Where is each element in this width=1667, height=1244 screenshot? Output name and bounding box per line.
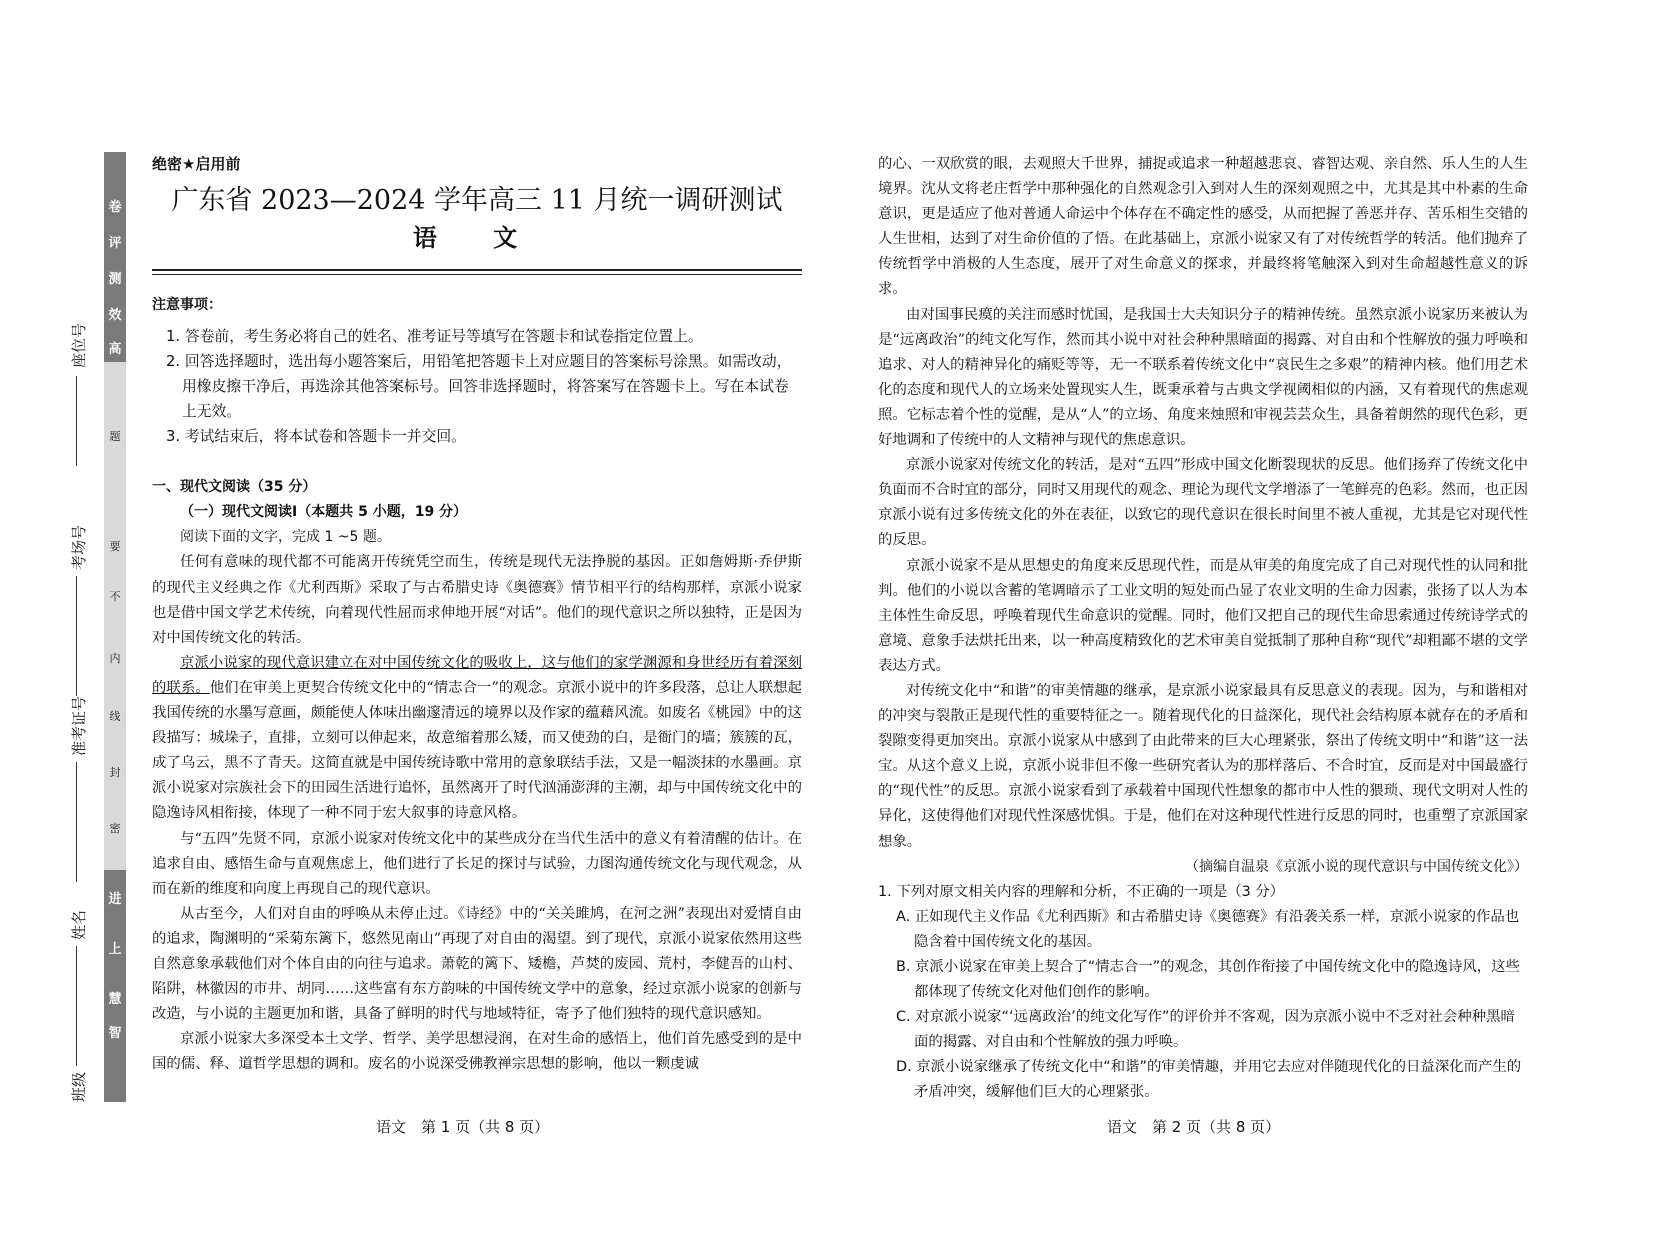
bar-char: 题 bbox=[109, 430, 121, 443]
bar-char: 内 bbox=[109, 652, 121, 665]
bar-char: 效 bbox=[108, 308, 122, 323]
passage-paragraph: 从古至今，人们对自由的呼唤从未停止过。《诗经》中的“关关雎鸠，在河之洲”表现出对爱情自由的追求，陶渊明的“采菊东篱下，悠然见南山”再现了对自由的渴望。到了现代，京派小说家依然用这些自然意象承载他们对个体自由的向往与追求。萧乾的篱下、矮檐，芦焚的废园、荒村，李健吾的山村、陷阱，林徽因的市井、胡同……这些富有东方韵味的中国传统文学中的意象，经过京派小说家的创新与改造，与小说的主题更加和谐，具备了鲜明的时代与地域特征，寄予了他们独特的现代意识感知。 bbox=[152, 905, 802, 1023]
section-heading: 一、现代文阅读（35 分） bbox=[152, 479, 317, 496]
name-line bbox=[76, 946, 77, 1066]
subsection-heading: （一）现代文阅读Ⅰ（本题共 5 小题，19 分） bbox=[180, 504, 468, 521]
passage-paragraph: 的心、一双欣赏的眼，去观照大千世界，捕捉或追求一种超越悲哀、睿智达观、亲自然、乐人生的人生境界。沈从文将老庄哲学中那种强化的自然观念引入到对人生的深刻观照之中，尤其是其中朴素的生命意识，更是适应了他对普通人命运中个体存在不确定性的感受，从而把握了善恶并存、苦乐相生交错的人生世相，达到了对生命价值的了悟。在此基础上，京派小说家又有了对传统哲学的转活。他们抛弃了传统哲学中消极的人生态度，展开了对生命意义的探求，并最终将笔触深入到对生命超越性意义的诉求。 bbox=[878, 156, 1528, 298]
binding-gray-bar bbox=[104, 152, 126, 1102]
exam-title: 广东省 2023—2024 学年高三 11 月统一调研测试 bbox=[171, 185, 783, 217]
passage-paragraph: 任何有意味的现代都不可能离开传统凭空而生，传统是现代无法挣脱的基因。正如詹姆斯·乔伊斯的现代主义经典之作《尤利西斯》采取了与古希腊史诗《奥德赛》情节相平行的结构那样，京派小说家也是借中国文学艺术传统，向着现代性屈而求伸地开展“对话”。他们的现代意识之所以独特，正是因为对中国传统文化的转活。 bbox=[152, 554, 802, 646]
page-footer: 语文 第 1 页（共 8 页） bbox=[376, 1118, 550, 1136]
bar-char: 不 bbox=[109, 590, 121, 603]
passage-paragraph: 与“五四”先贤不同，京派小说家对传统文化中的某些成分在当代生活中的意义有着清醒的估计。在追求自由、感悟生命与直观焦虑上，他们进行了长足的探讨与试验，力图沟通传统文化与现代观念，从而在新的维度和向度上再现自己的现代意识。 bbox=[152, 830, 802, 897]
answer-option: D. 京派小说家继承了传统文化中“和谐”的审美情趣，并用它去应对伴随现代化的日益深化而产生的矛盾冲突，缓解他们巨大的心理紧张。 bbox=[896, 1058, 1522, 1100]
note-item: 3. 考试结束后，将本试卷和答题卡一并交回。 bbox=[166, 428, 466, 446]
admission-number-line bbox=[76, 762, 77, 882]
binding-strip bbox=[60, 152, 126, 1102]
seat-number-label: 座位号 bbox=[70, 322, 88, 368]
bar-char: 慧 bbox=[108, 992, 122, 1007]
passage-paragraph: 京派小说家不是从思想史的角度来反思现代性，而是从审美的角度完成了自己对现代性的认同和批判。他们的小说以含蓄的笔调暗示了工业文明的短处而凸显了农业文明的生命力因素，张扬了以人为本主体性生命反思，呼唤着现代生命意识的觉醒。同时，他们又把自己的现代生命思索通过传统诗学式的意境、意象手法烘托出来，以一种高度精致化的艺术审美自觉抵制了那种自称“现代”却粗鄙不堪的文学表达方式。 bbox=[878, 557, 1528, 674]
underlined-sentence: 京派小说家的现代意识建立在对中国传统文化的吸收上，这与他们的家学渊源和身世经历有着深刻的联系。 bbox=[152, 654, 802, 696]
bar-char: 要 bbox=[109, 540, 121, 553]
bar-char: 高 bbox=[108, 342, 122, 357]
page-footer: 语文 第 2 页（共 8 页） bbox=[1107, 1118, 1281, 1136]
note-item: 2. 回答选择题时，选出每小题答案后，用铅笔把答题卡上对应题目的答案标号涂黑。如需改动，用橡皮擦干净后，再选涂其他答案标号。回答非选择题时，将答案写在答题卡上。写在本试卷上无效。 bbox=[166, 353, 792, 421]
page-2 bbox=[878, 152, 1528, 1105]
bar-char: 评 bbox=[108, 236, 122, 251]
bar-char: 测 bbox=[108, 272, 122, 287]
admission-number-label: 准考证号 bbox=[70, 695, 88, 756]
passage-paragraph bbox=[152, 651, 802, 827]
class-label: 班级 bbox=[70, 1071, 88, 1102]
notes-title: 注意事项： bbox=[152, 297, 222, 314]
exam-room-line bbox=[76, 576, 77, 696]
secret-label: 绝密★启用前 bbox=[152, 155, 241, 173]
passage-paragraph: 京派小说家大多深受本土文学、哲学、美学思想浸润，在对生命的感悟上，他们首先感受到的是中国的儒、释、道哲学思想的调和。废名的小说深受佛教禅宗思想的影响，他以一颗虔诚 bbox=[152, 1031, 802, 1073]
bar-char: 智 bbox=[108, 1026, 122, 1041]
bar-char: 进 bbox=[108, 892, 122, 907]
seat-number-line bbox=[76, 376, 77, 466]
answer-option: B. 京派小说家在审美上契合了“情志合一”的观念，其创作衔接了中国传统文化中的隐逸诗风，这些都体现了传统文化对他们创作的影响。 bbox=[896, 958, 1520, 1000]
reading-instruction: 阅读下面的文字，完成 1 ~5 题。 bbox=[180, 529, 391, 546]
name-label: 姓名 bbox=[70, 909, 88, 940]
answer-option: C. 对京派小说家“‘远离政治’的纯文化写作”的评价并不客观，因为京派小说中不乏对社会种种黑暗面的揭露、对自由和个性解放的强力呼唤。 bbox=[896, 1008, 1515, 1050]
title-divider bbox=[152, 269, 802, 275]
exam-room-label: 考场号 bbox=[70, 524, 88, 570]
bar-char: 密 bbox=[109, 822, 121, 835]
passage-paragraph: 由对国事民瘼的关注而感时忧国，是我国士大夫知识分子的精神传统。虽然京派小说家历来被认为是“远离政治”的纯文化写作，然而其小说中对社会种种黑暗面的揭露、对自由和个性解放的强力呼唤和追求、对人的精神异化的痛贬等等，无一不联系着传统文化中“哀民生之多艰”的精神内核。他们用艺术化的态度和现代人的立场来处置现实人生，既秉承着与古典文学视阈相似的内涵，又有着现代的焦虑观照。它标志着个性的觉醒，是从“人”的立场、角度来烛照和审视芸芸众生，具备着朗然的现代色彩，更好地调和了传统中的人文精神与现代的焦虑意识。 bbox=[878, 306, 1528, 449]
passage-paragraph: 对传统文化中“和谐”的审美情趣的继承，是京派小说家最具有反思意义的表现。因为，与和谐相对的冲突与裂散正是现代性的重要特征之一。随着现代化的日益深化，现代社会结构原本就存在的矛盾和裂隙变得更加突出。京派小说家从中感到了由此带来的巨大心理紧张，祭出了传统文明中“和谐”这一法宝。从这个意义上说，京派小说非但不像一些研究者认为的那样落后、不合时宜，反而是对中国最盛行的“现代性”的反思。京派小说家看到了承载着中国现代性想象的都市中人性的猥琐、现代文明对人性的异化，这使得他们对现代性深感忧惧。于是，他们在对这种现代性进行反思的同时，也重塑了京派国家想象。 bbox=[878, 682, 1528, 850]
question-stem: 1. 下列对原文相关内容的理解和分析，不正确的一项是（3 分） bbox=[878, 883, 1285, 900]
answer-option: A. 正如现代主义作品《尤利西斯》和古希腊史诗《奥德赛》有沿袭关系一样，京派小说家的作品也隐含着中国传统文化的基因。 bbox=[896, 908, 1520, 950]
bar-char: 线 bbox=[109, 710, 121, 723]
source-citation: （摘编自温泉《京派小说的现代意识与中国传统文化》） bbox=[1185, 858, 1528, 875]
subject-title: 语 文 bbox=[412, 223, 542, 253]
bar-char: 封 bbox=[109, 766, 121, 779]
bar-char: 上 bbox=[108, 942, 122, 957]
paragraph-text: 他们在审美上更契合传统文化中的“情志合一”的观念。京派小说中的许多段落，总让人联想起我国传统的水墨写意画，颇能使人体味出幽邃清远的境界以及作家的蕴藉风流。如废名《桃园》中的这段描写：城垛子，直排，立刻可以伸起来，故意缩着那么矮，而又使劲的白，是衙门的墙；簇簇的瓦，成了乌云，黑不了青天。这简直就是中国传统诗歌中常用的意象联结手法，又是一幅淡抹的水墨画。京派小说家对宗族社会下的田园生活进行追怀，虽然离开了时代汹涌澎湃的主潮，却与中国传统文化中的隐逸诗风相衔接，体现了一种不同于宏大叙事的诗意风格。 bbox=[152, 679, 802, 822]
bar-char: 卷 bbox=[108, 200, 122, 215]
passage-paragraph: 京派小说家对传统文化的转活，是对“五四”形成中国文化断裂现状的反思。他们扬弃了传统文化中负面而不合时宜的部分，同时又用现代的观念、理论为现代文学增添了一笔鲜亮的色彩。然而，也正因京派小说有过多传统文化的外在表征，以致它的现代意识在很长时间里不被人重视，尤其是它对现代性的反思。 bbox=[878, 457, 1528, 549]
page-1 bbox=[152, 152, 802, 1077]
note-item: 1. 答卷前，考生务必将自己的姓名、准考证号等填写在答题卡和试卷指定位置上。 bbox=[166, 328, 703, 346]
bar-top-segment bbox=[104, 152, 126, 362]
